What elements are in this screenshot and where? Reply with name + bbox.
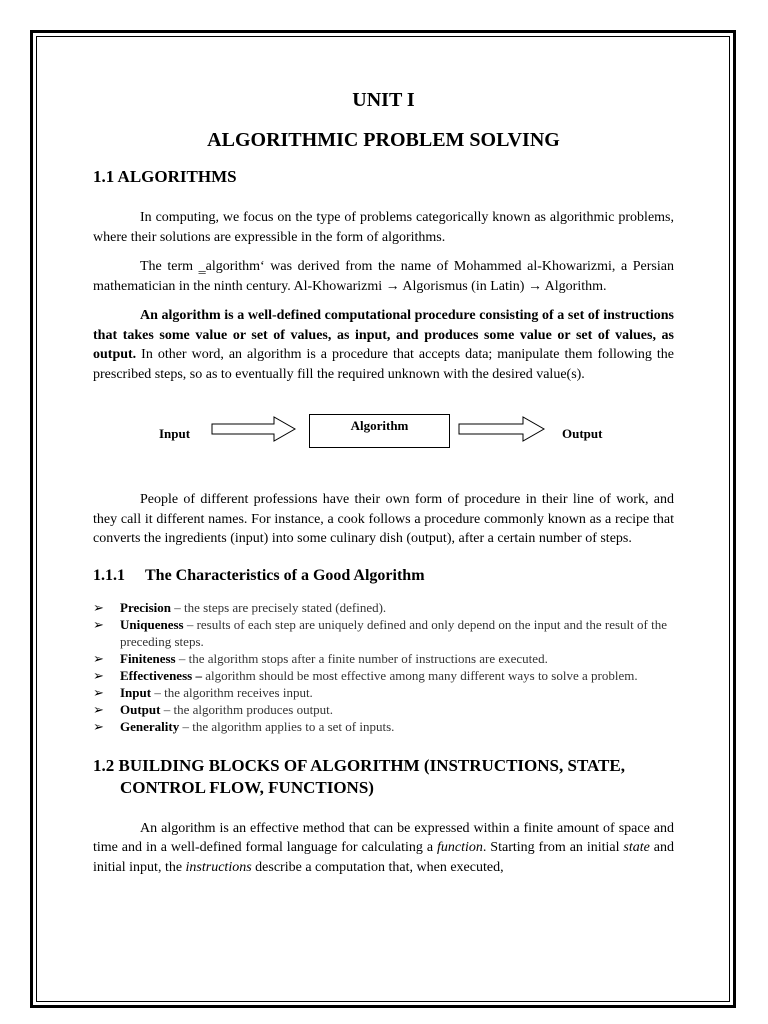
- chapter-title: ALGORITHMIC PROBLEM SOLVING: [207, 129, 560, 151]
- list-item: [93, 650, 674, 667]
- list-item: [93, 701, 674, 718]
- subsection-number: 1.1.1: [93, 566, 125, 584]
- list-item-term: Uniqueness: [120, 616, 184, 632]
- list-item-desc: – the algorithm applies to a set of inputs.: [179, 718, 395, 734]
- arrow-bullet-icon: ➢: [93, 599, 104, 615]
- definition-rest-text: In other word, an algorithm is a procedure that accepts data; manipulate them following the prescribed steps, so as to eventually fill the required unknown with the desired value(s).: [93, 347, 674, 382]
- list-item-desc: – the algorithm produces output.: [160, 701, 334, 717]
- list-item: [93, 684, 674, 701]
- arrow-bullet-icon: ➢: [93, 650, 104, 666]
- list-item-desc: – the algorithm stops after a finite number of instructions are executed.: [175, 650, 548, 666]
- text-run: describe a computation that, when executed,: [251, 859, 504, 875]
- list-item-desc: – the algorithm receives input.: [151, 684, 313, 700]
- list-item-desc: algorithm should be most effective among many different ways to solve a problem.: [201, 667, 638, 683]
- right-arrow-icon: [458, 416, 546, 442]
- paragraph-building-blocks: [93, 819, 674, 878]
- list-item-term: Precision: [120, 599, 172, 615]
- paragraph-professions: People of different professions have their own form of procedure in their line of work, and they call it different names. For instance, a cook follows a procedure commonly known as a recipe that converts the ingredients (input) into some culinary dish (output), after a certain number of steps.: [93, 492, 674, 546]
- characteristics-list: [93, 599, 674, 735]
- section-heading-building-blocks: [93, 755, 674, 799]
- text-run: and initial input, the: [93, 840, 675, 875]
- subsection-title: The Characteristics of a Good Algorithm: [145, 566, 425, 584]
- subsection-heading-characteristics: [93, 565, 674, 587]
- section-heading-line2: CONTROL FLOW, FUNCTIONS): [120, 777, 374, 797]
- text-run: An algorithm is an effective method that can be expressed within a finite amount of space and time and in a well-defined formal language for calculating a: [93, 820, 674, 855]
- definition-bold-text: An algorithm is a well-defined computational procedure consisting of a set of instructions that takes some value or set of values, as input, and produces some value or set of values, as output.: [93, 308, 674, 362]
- list-item: [93, 599, 674, 616]
- unit-title: UNIT I: [352, 89, 415, 111]
- right-arrow-icon: [211, 416, 297, 442]
- diagram-input-label: Input: [159, 426, 191, 441]
- diagram-algorithm-box: [309, 414, 450, 448]
- list-item-term: Output: [120, 701, 161, 717]
- list-item-term: Generality: [120, 718, 180, 734]
- list-item: [93, 667, 674, 684]
- section-heading-algorithms: 1.1 ALGORITHMS: [93, 167, 237, 186]
- list-item-term: Finiteness: [120, 650, 176, 666]
- list-item-term: Effectiveness –: [120, 667, 202, 683]
- algorithm-io-diagram: [93, 414, 674, 490]
- paragraph-definition: [93, 306, 674, 384]
- list-item-term: Input: [120, 684, 152, 700]
- list-item: [93, 616, 674, 650]
- arrow-bullet-icon: ➢: [93, 616, 104, 632]
- paragraph-intro: In computing, we focus on the type of problems categorically known as algorithmic problems, where their solutions are expressible in the form of algorithms.: [93, 210, 674, 245]
- italic-term-function: function: [436, 840, 483, 855]
- list-item-desc: – results of each step are uniquely defined and only depend on the input and the result of the preceding steps.: [120, 616, 667, 649]
- italic-term-instructions: instructions: [185, 859, 252, 875]
- page-content: [93, 86, 674, 877]
- diagram-algorithm-label: Algorithm: [350, 418, 409, 433]
- arrow-bullet-icon: ➢: [93, 667, 104, 683]
- text-run: . Starting from an initial: [482, 840, 624, 855]
- diagram-output-label: Output: [562, 426, 603, 441]
- arrow-bullet-icon: ➢: [93, 684, 104, 700]
- section-heading-line1: 1.2 BUILDING BLOCKS OF ALGORITHM (INSTRUCTIONS, STATE,: [93, 755, 625, 775]
- arrow-bullet-icon: ➢: [93, 718, 104, 734]
- list-item: [93, 718, 674, 735]
- arrow-bullet-icon: ➢: [93, 701, 104, 717]
- italic-term-state: state: [623, 840, 650, 855]
- paragraph-etymology: The term ‗algorithm‘ was derived from the name of Mohammed al-Khowarizmi, a Persian mathematician in the ninth century. Al-Khowarizmi → Algorismus (in Latin) → Algorithm.: [93, 259, 674, 294]
- list-item-desc: – the steps are precisely stated (defined).: [171, 599, 387, 615]
